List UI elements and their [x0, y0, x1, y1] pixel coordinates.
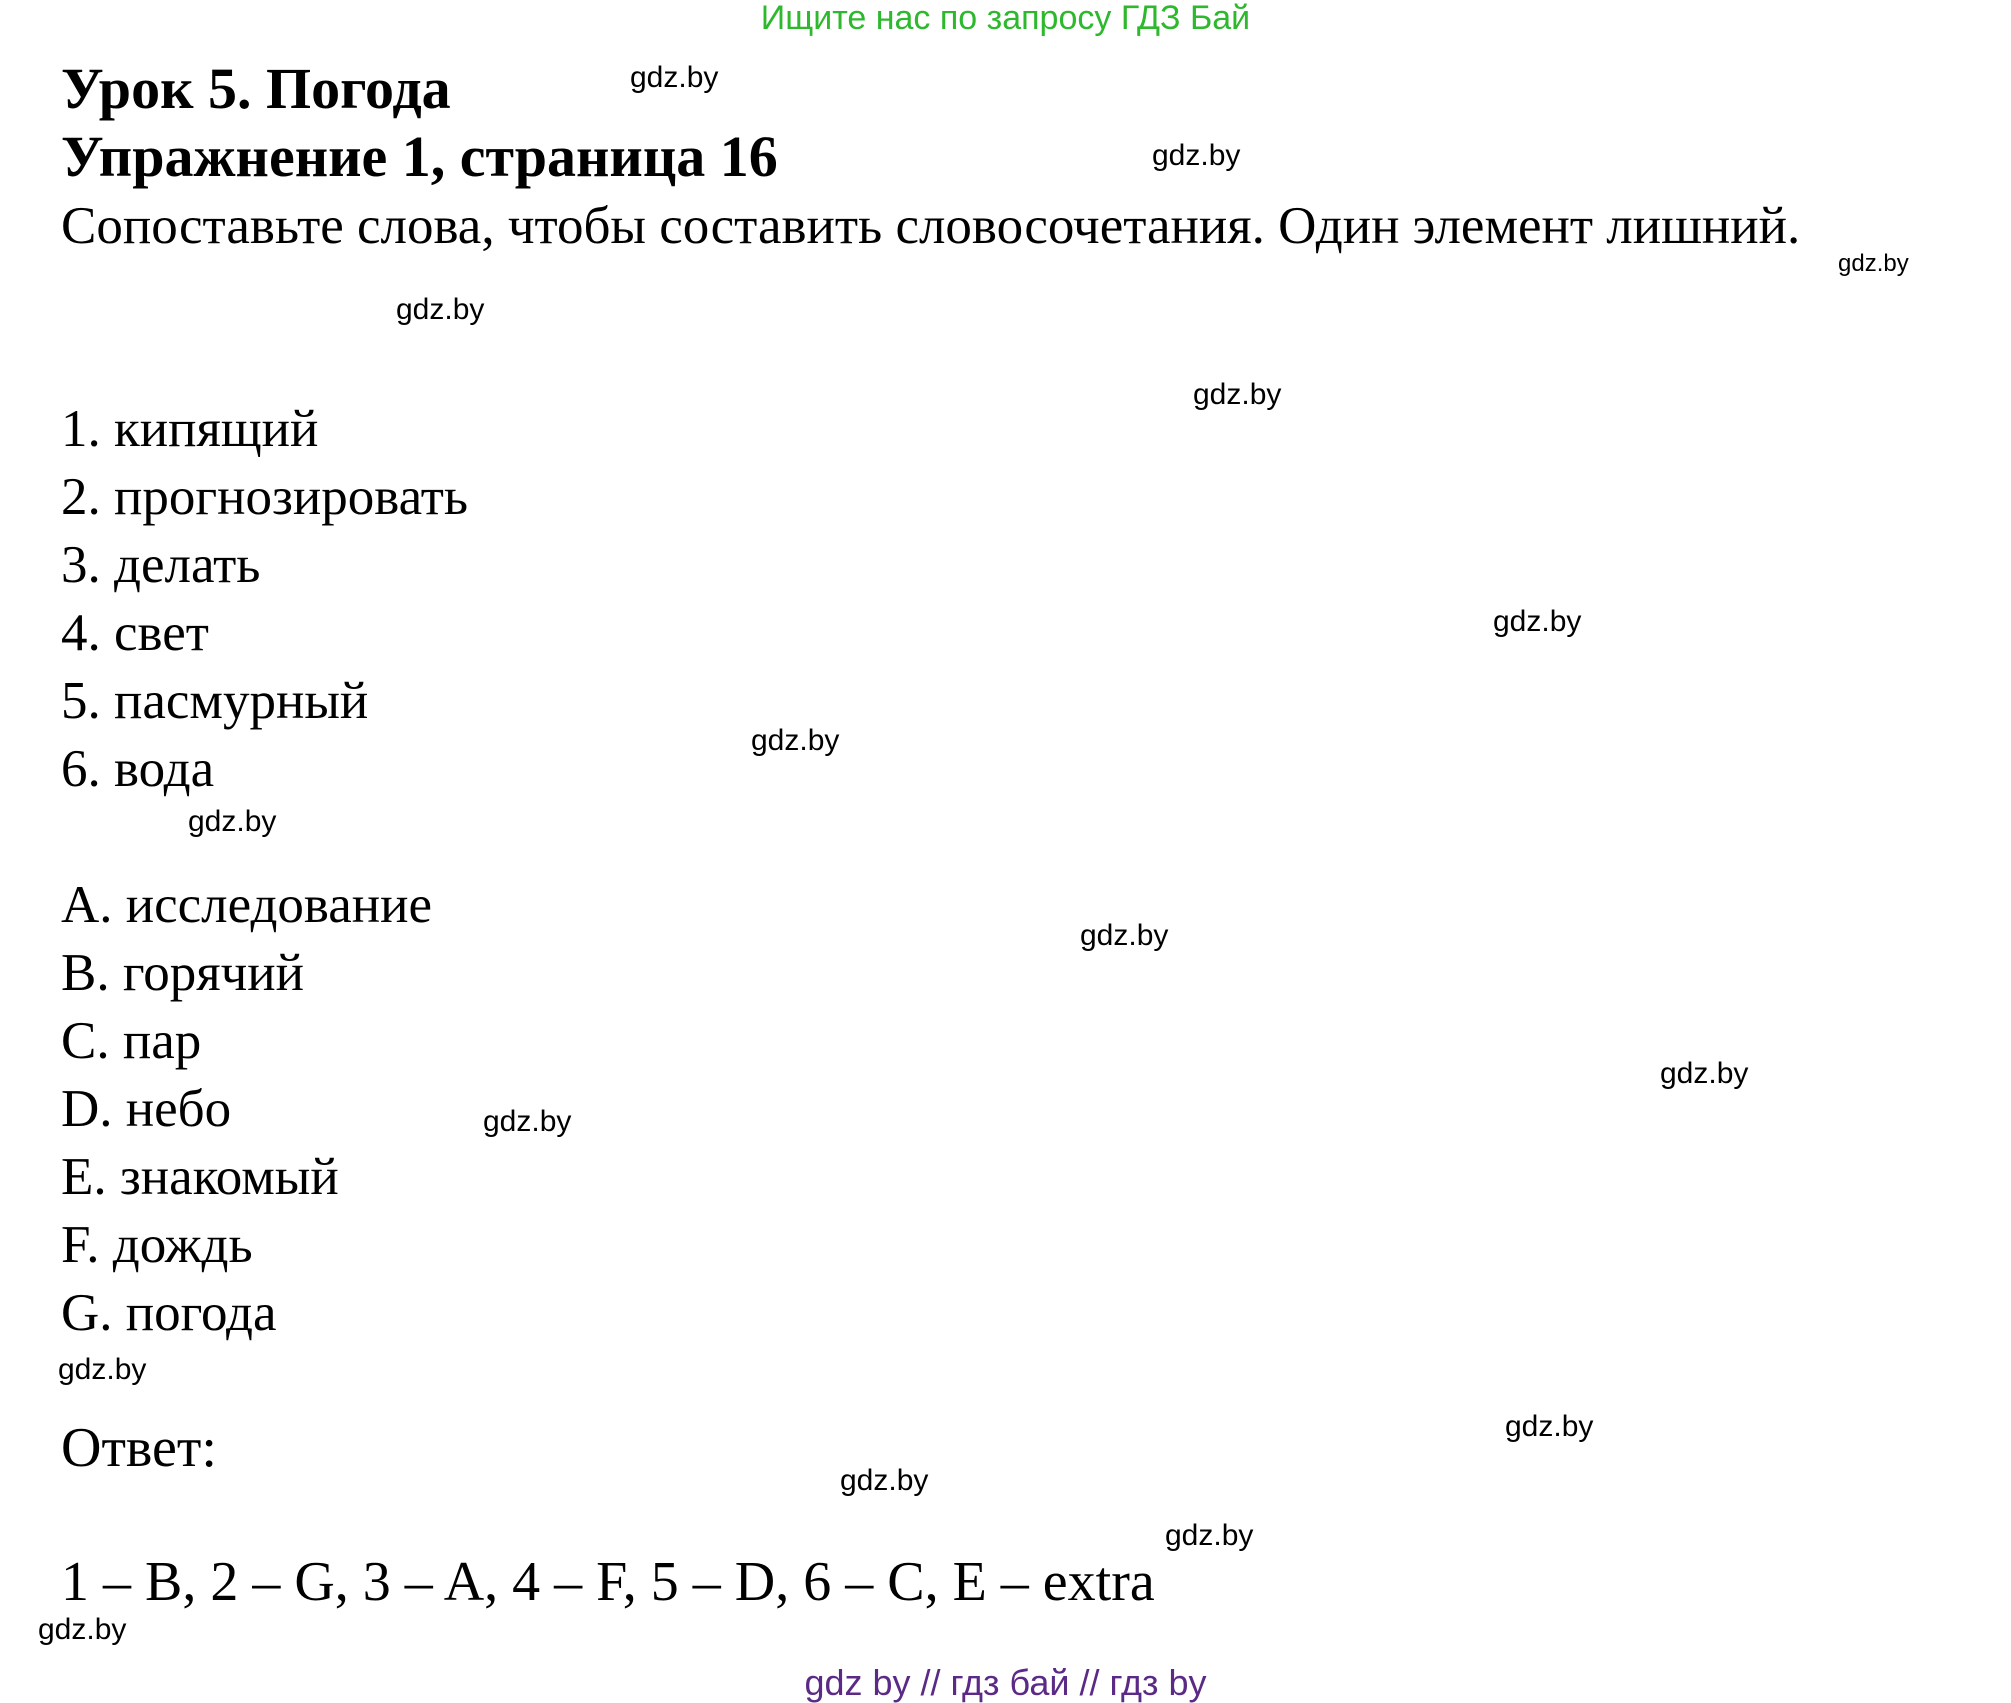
- list-item: D. небо: [61, 1080, 232, 1138]
- top-banner: Ищите нас по запросу ГДЗ Бай: [760, 0, 1251, 37]
- exercise-title: Упражнение 1, страница 16: [61, 124, 778, 189]
- list-item: F. дождь: [61, 1216, 253, 1274]
- watermark: gdz.by: [58, 1353, 147, 1386]
- watermark: gdz.by: [1838, 250, 1909, 277]
- list-item: 5. пасмурный: [61, 672, 369, 730]
- watermark: gdz.by: [396, 293, 485, 326]
- watermark: gdz.by: [38, 1613, 127, 1646]
- list-item: 6. вода: [61, 740, 215, 798]
- numbered-word-list: [61, 395, 468, 803]
- answer-label: Ответ:: [61, 1417, 217, 1479]
- watermark: gdz.by: [840, 1464, 929, 1497]
- watermark: gdz.by: [1505, 1410, 1594, 1443]
- list-item: C. пар: [61, 1012, 202, 1070]
- answer-text: 1 – B, 2 – G, 3 – A, 4 – F, 5 – D, 6 – C, E – extra: [61, 1551, 1155, 1613]
- footer-watermark: gdz by // гдз бай // гдз by: [804, 1662, 1207, 1703]
- list-item: 1. кипящий: [61, 400, 319, 458]
- watermark: gdz.by: [1080, 919, 1169, 952]
- list-item: B. горячий: [61, 944, 305, 1002]
- watermark: gdz.by: [483, 1105, 572, 1138]
- list-item: G. погода: [61, 1284, 277, 1342]
- watermark: gdz.by: [1193, 378, 1282, 411]
- watermark: gdz.by: [751, 724, 840, 757]
- list-item: 4. свет: [61, 604, 209, 662]
- watermark: gdz.by: [1493, 605, 1582, 638]
- lesson-title: Урок 5. Погода: [61, 56, 451, 121]
- watermark: gdz.by: [1152, 139, 1241, 172]
- list-item: A. исследование: [61, 876, 433, 934]
- list-item: 3. делать: [61, 536, 261, 594]
- lettered-word-list: [61, 871, 432, 1347]
- watermark: gdz.by: [188, 805, 277, 838]
- list-item: 2. прогнозировать: [61, 468, 469, 526]
- watermark: gdz.by: [630, 61, 719, 94]
- watermark: gdz.by: [1660, 1057, 1749, 1090]
- watermark: gdz.by: [1165, 1519, 1254, 1552]
- exercise-instruction: Сопоставьте слова, чтобы составить словосочетания. Один элемент лишний.: [61, 197, 1801, 255]
- list-item: E. знакомый: [61, 1148, 339, 1206]
